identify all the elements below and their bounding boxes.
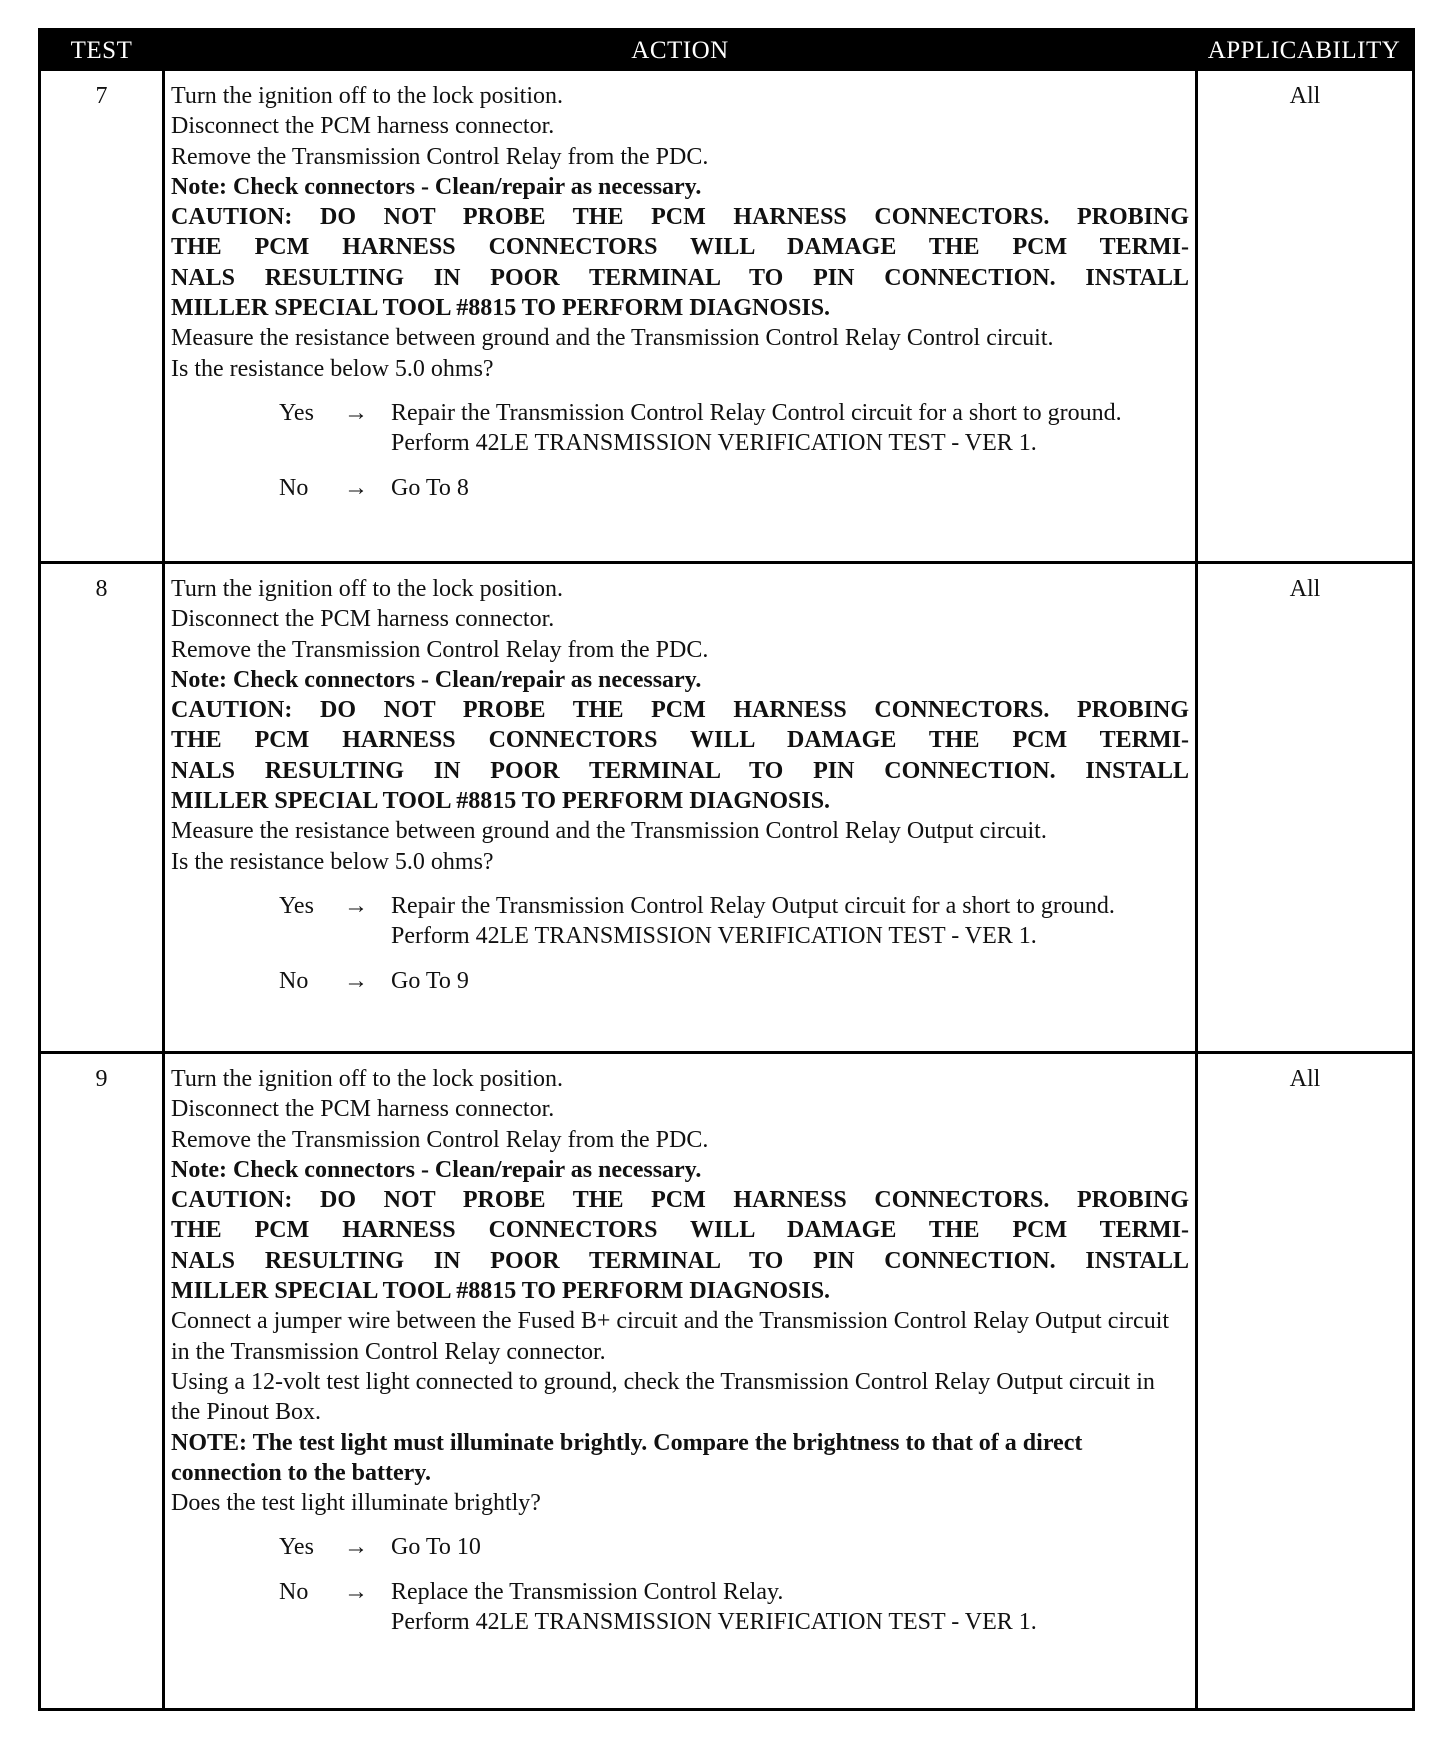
step: Disconnect the PCM harness connector.: [171, 1096, 555, 1123]
arrow-right-icon: →: [344, 399, 368, 426]
yes-label: Yes: [279, 892, 314, 919]
step: Disconnect the PCM harness connector.: [171, 606, 555, 633]
question: Does the test light illuminate brightly?: [171, 1490, 541, 1517]
caution-line: CAUTION: DO NOT PROBE THE PCM HARNESS CONNECTORS. PROBING: [171, 204, 1189, 231]
question: Is the resistance below 5.0 ohms?: [171, 848, 494, 875]
action-cell: [171, 1064, 1189, 1637]
step: Remove the Transmission Control Relay from the PDC.: [171, 1126, 709, 1153]
action-cell: [171, 574, 1189, 996]
caution-line: CAUTION: DO NOT PROBE THE PCM HARNESS CONNECTORS. PROBING: [171, 1187, 1189, 1214]
test-light-instruction: Using a 12-volt test light connected to ground, check the Transmission Control Relay Output circuit in the Pinout Box.: [171, 1368, 1155, 1426]
test-number: 8: [95, 576, 108, 602]
yes-action: Go To 10: [391, 1534, 481, 1561]
arrow-right-icon: →: [344, 1534, 368, 1561]
action-cell: [171, 81, 1189, 503]
yes-result: [171, 891, 1189, 952]
no-action: Go To 9: [391, 967, 469, 994]
yes-action: Repair the Transmission Control Relay Output circuit for a short to ground.: [391, 892, 1115, 919]
test-number: 9: [95, 1066, 108, 1092]
diagnostic-table: [38, 28, 1415, 1711]
step: Remove the Transmission Control Relay from the PDC.: [171, 143, 709, 170]
step: Remove the Transmission Control Relay from the PDC.: [171, 636, 709, 663]
caution-line: NALS RESULTING IN POOR TERMINAL TO PIN CONNECTION. INSTALL: [171, 264, 1189, 291]
caution-line: THE PCM HARNESS CONNECTORS WILL DAMAGE THE PCM TERMI-: [171, 727, 1189, 754]
yes-action: Perform 42LE TRANSMISSION VERIFICATION TEST - VER 1.: [391, 430, 1037, 457]
caution-line: THE PCM HARNESS CONNECTORS WILL DAMAGE THE PCM TERMI-: [171, 234, 1189, 261]
applicability: All: [1289, 1066, 1321, 1092]
caution-line: NALS RESULTING IN POOR TERMINAL TO PIN CONNECTION. INSTALL: [171, 757, 1189, 784]
measure-instruction: Measure the resistance between ground and the Transmission Control Relay Control circuit.: [171, 325, 1054, 352]
step: Turn the ignition off to the lock position.: [171, 1066, 564, 1092]
yes-label: Yes: [279, 399, 314, 426]
jumper-instruction: Connect a jumper wire between the Fused B+ circuit and the Transmission Control Relay Output circuit in the Transmission Control Relay connector.: [171, 1308, 1170, 1365]
caution-line: CAUTION: DO NOT PROBE THE PCM HARNESS CONNECTORS. PROBING: [171, 697, 1189, 724]
step: Disconnect the PCM harness connector.: [171, 113, 555, 140]
no-result: [171, 473, 1189, 503]
table-row-test-9: [41, 1054, 1412, 1708]
header-action: ACTION: [631, 37, 729, 64]
caution-line: NALS RESULTING IN POOR TERMINAL TO PIN CONNECTION. INSTALL: [171, 1247, 1189, 1274]
no-action: Go To 8: [391, 474, 469, 501]
no-label: No: [279, 1578, 309, 1605]
no-action: Replace the Transmission Control Relay.: [391, 1578, 784, 1605]
arrow-right-icon: →: [344, 892, 368, 919]
test-number: 7: [95, 83, 108, 109]
caution-line: MILLER SPECIAL TOOL #8815 TO PERFORM DIAGNOSIS.: [171, 788, 831, 815]
yes-label: Yes: [279, 1534, 314, 1561]
yes-result: [171, 1532, 1189, 1562]
no-label: No: [279, 967, 309, 994]
arrow-right-icon: →: [344, 967, 368, 994]
measure-instruction: Measure the resistance between ground and the Transmission Control Relay Output circuit.: [171, 818, 1047, 845]
caution-line: MILLER SPECIAL TOOL #8815 TO PERFORM DIAGNOSIS.: [171, 1278, 831, 1305]
step: Turn the ignition off to the lock position.: [171, 83, 564, 109]
table-row-test-7: [41, 71, 1412, 561]
caution-line: THE PCM HARNESS CONNECTORS WILL DAMAGE THE PCM TERMI-: [171, 1217, 1189, 1244]
table-header: [41, 31, 1412, 71]
arrow-right-icon: →: [344, 474, 368, 501]
no-action: Perform 42LE TRANSMISSION VERIFICATION TEST - VER 1.: [391, 1609, 1037, 1636]
note: Note: Check connectors - Clean/repair as necessary.: [171, 666, 702, 693]
header-test: TEST: [70, 37, 133, 64]
no-label: No: [279, 474, 309, 501]
caution-line: MILLER SPECIAL TOOL #8815 TO PERFORM DIAGNOSIS.: [171, 295, 831, 322]
yes-action: Perform 42LE TRANSMISSION VERIFICATION TEST - VER 1.: [391, 923, 1037, 950]
step: Turn the ignition off to the lock position.: [171, 576, 564, 602]
note: Note: Check connectors - Clean/repair as necessary.: [171, 173, 702, 200]
yes-result: [171, 398, 1189, 459]
applicability: All: [1289, 83, 1321, 109]
note: NOTE: The test light must illuminate brightly. Compare the brightness to that of a direct connection to the battery.: [171, 1429, 1083, 1486]
header-applicability: APPLICABILITY: [1207, 37, 1401, 64]
yes-action: Repair the Transmission Control Relay Control circuit for a short to ground.: [391, 399, 1122, 426]
arrow-right-icon: →: [344, 1578, 368, 1605]
note: Note: Check connectors - Clean/repair as necessary.: [171, 1156, 702, 1183]
table-row-test-8: [41, 564, 1412, 1051]
no-result: [171, 1577, 1189, 1638]
no-result: [171, 966, 1189, 996]
applicability: All: [1289, 576, 1321, 602]
question: Is the resistance below 5.0 ohms?: [171, 355, 494, 382]
